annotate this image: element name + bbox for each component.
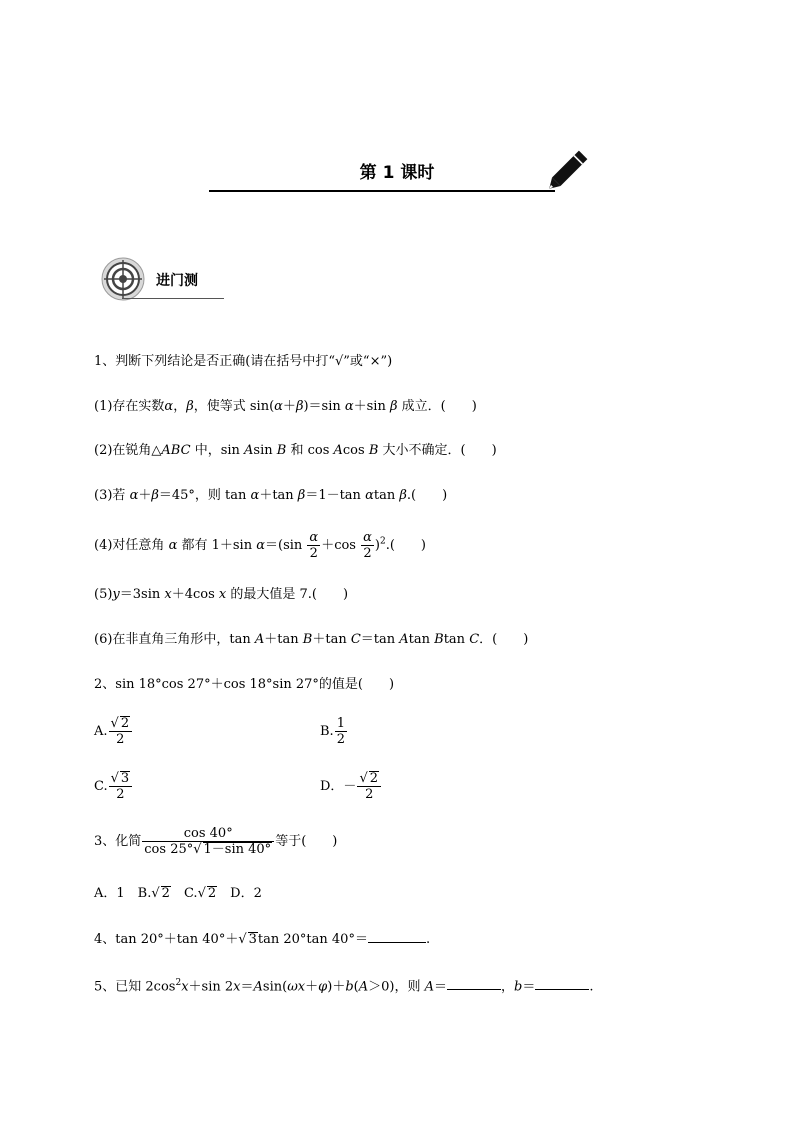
fraction-alpha-over-2: $\frac{\alpha}{2}$ xyxy=(363,530,372,561)
question-2-option-b: B. $\frac{1}{2}$ xyxy=(320,716,345,747)
question-4: 4、tan 20°＋tan 40°＋√ 3tan 20°tan 40°＝ . xyxy=(94,929,430,949)
fraction-alpha-over-2: $\frac{\alpha}{2}$ xyxy=(309,530,319,561)
question-1-statement-3: (3)若 α＋β＝45°，则 tan α＋tan β＝1－tan αtan β.( ) xyxy=(94,488,448,503)
section-label: 进门测 xyxy=(156,273,198,289)
question-3-stem: 3、化简 $\frac{\cos 40^\circ}{\cos 25^\circ√ 1-\sin 40^\circ}$ 等于( ) xyxy=(94,826,338,857)
question-1-statement-2: (2)在锐角△ABC 中，sin Asin B 和 cos Acos B 大小不确定．( ) xyxy=(94,443,497,458)
pencil-icon xyxy=(544,143,594,195)
title-underline xyxy=(209,190,555,192)
question-1-stem: 1、判断下列结论是否正确(请在括号中打“√”或“×”) xyxy=(94,354,393,369)
answer-blank[interactable] xyxy=(368,929,426,943)
question-1-statement-6: (6)在非直角三角形中，tan A＋tan B＋tan C＝tan Atan Btan C．( ) xyxy=(94,632,529,647)
question-2-option-c: C. $\frac{√ 3}{2}$ xyxy=(94,771,133,802)
answer-blank-b[interactable] xyxy=(535,976,589,990)
question-5: 5、已知 $2\cos^2x+\sin$ 2x＝Asin(ωx＋φ)＋b(A＞0)，则 A＝ ，b＝ . xyxy=(94,978,594,995)
fraction-simplify: $\frac{\cos 40^\circ}{\cos 25^\circ√ 1-\sin 40^\circ}$ xyxy=(142,826,274,857)
answer-blank-a[interactable] xyxy=(447,976,501,990)
question-2-option-d: D．－ $\frac{√ 2}{2}$ xyxy=(320,771,382,802)
question-3-options: A．1 B.√ 2 C.√ 2 D．2 xyxy=(94,886,262,901)
section-underline xyxy=(122,298,224,299)
question-1-statement-1: (1)存在实数α，β，使等式 sin(α＋β)＝sin α＋sin β 成立．( ) xyxy=(94,399,477,414)
page-title: 第 1 课时 xyxy=(359,163,435,183)
question-1-statement-4: (4)对任意角 α 都有 1＋sin α＝(sin $\frac{\alpha}{2}$ ＋cos $\frac{\alpha}{2}$ )$^2$.( ) xyxy=(94,530,426,561)
question-1-statement-5: (5)y＝3sin x＋4cos x 的最大值是 7.( ) xyxy=(94,587,349,602)
question-2-stem: 2、sin 18°cos 27°＋cos 18°sin 27°的值是( ) xyxy=(94,677,395,692)
target-icon xyxy=(101,257,145,301)
question-2-option-a: A. $\frac{√ 2}{2}$ xyxy=(94,716,133,747)
